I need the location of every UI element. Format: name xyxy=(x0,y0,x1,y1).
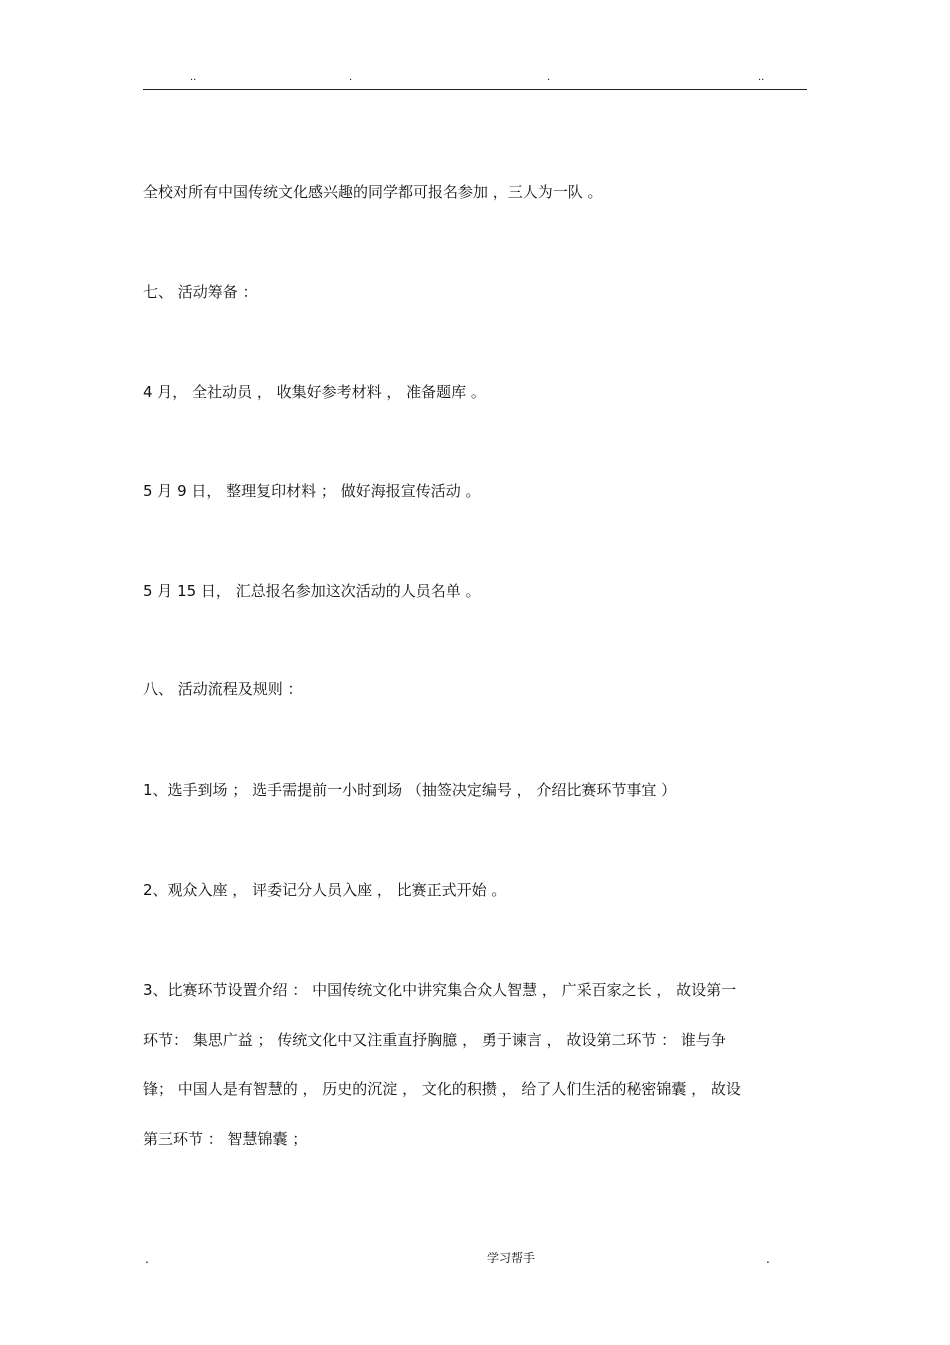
paragraph-step-3-line-3: 锋； 中国人是有智慧的 ， 历史的沉淀 ， 文化的积攒 ， 给了人们生活的秘密锦囊 ， 故设 xyxy=(143,1080,741,1098)
header-mark-1: .. xyxy=(190,72,197,83)
paragraph-april: 4 月， 全社动员 ， 收集好参考材料 ， 准备题库 。 xyxy=(143,383,486,401)
header-mark-3: . xyxy=(547,72,551,83)
paragraph-may-15: 5 月 15 日， 汇总报名参加这次活动的人员名单 。 xyxy=(143,582,481,600)
footer-right-mark: . xyxy=(766,1252,770,1266)
paragraph-may-9: 5 月 9 日， 整理复印材料 ； 做好海报宣传活动 。 xyxy=(143,482,481,500)
footer-title: 学习帮手 xyxy=(487,1251,536,1265)
header-mark-2: . xyxy=(349,72,353,83)
paragraph-step-3-line-2: 环节： 集思广益 ； 传统文化中又注重直抒胸臆 ， 勇于谏言 ， 故设第二环节 ： 谁与争 xyxy=(143,1031,726,1049)
paragraph-step-2: 2、观众入座 ， 评委记分人员入座 ， 比赛正式开始 。 xyxy=(143,881,507,899)
footer-left-mark: . xyxy=(145,1252,149,1266)
page-header xyxy=(143,70,807,90)
paragraph-step-1: 1、选手到场 ； 选手需提前一小时到场 （抽签决定编号 ， 介绍比赛环节事宜 ） xyxy=(143,781,677,799)
paragraph-step-3-line-4: 第三环节 ： 智慧锦囊 ； xyxy=(143,1130,308,1148)
section-heading-preparation: 七、 活动筹备 ： xyxy=(143,283,258,301)
section-heading-process: 八、 活动流程及规则 ： xyxy=(143,680,303,698)
header-mark-4: .. xyxy=(758,72,765,83)
paragraph-step-3-line-1: 3、比赛环节设置介绍 ： 中国传统文化中讲究集合众人智慧 ， 广采百家之长 ， 故设第一 xyxy=(143,981,737,999)
paragraph-participants: 全校对所有中国传统文化感兴趣的同学都可报名参加 ，三人为一队 。 xyxy=(143,183,603,201)
